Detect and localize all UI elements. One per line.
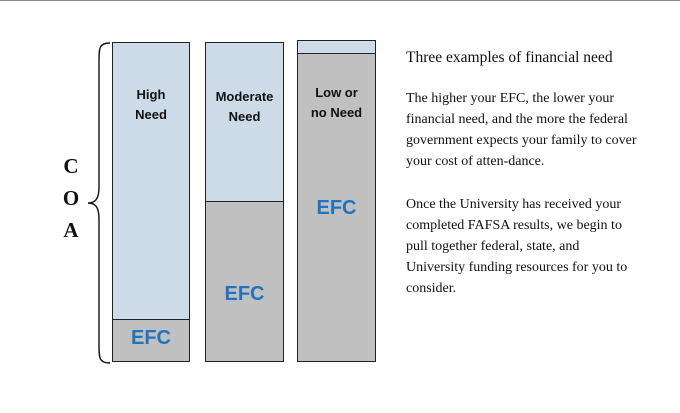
paragraph-fafsa: Once the University has received your completed FAFSA results, we begin to pull together federal, state, and University funding resources for you to consider.: [406, 197, 628, 296]
efc-label: EFC: [224, 283, 265, 305]
efc-label: EFC: [316, 197, 357, 219]
efc-segment: [206, 201, 283, 361]
coa-letter-o: O: [62, 186, 80, 210]
paragraph-efc: The higher your EFC, the lower your financial need, and the more the federal government expects your family to cover your cost of atten-dance.: [406, 91, 637, 169]
explanation-panel: [406, 48, 638, 321]
top-rule: [0, 0, 680, 1]
coa-letter-a: A: [63, 218, 79, 242]
panel-heading: Three examples of financial need: [406, 49, 613, 66]
bar-label: Moderate Need: [215, 89, 274, 124]
coa-brace: [86, 42, 112, 364]
efc-label: EFC: [131, 327, 171, 349]
bar-low-need: [297, 40, 376, 362]
coa-label: [60, 150, 82, 246]
coa-letter-c: C: [63, 154, 79, 178]
bar-high-need: [112, 42, 190, 362]
bar-moderate-need: [205, 42, 284, 362]
bar-label: Low or no Need: [310, 85, 363, 120]
bar-label: High Need: [135, 87, 167, 122]
